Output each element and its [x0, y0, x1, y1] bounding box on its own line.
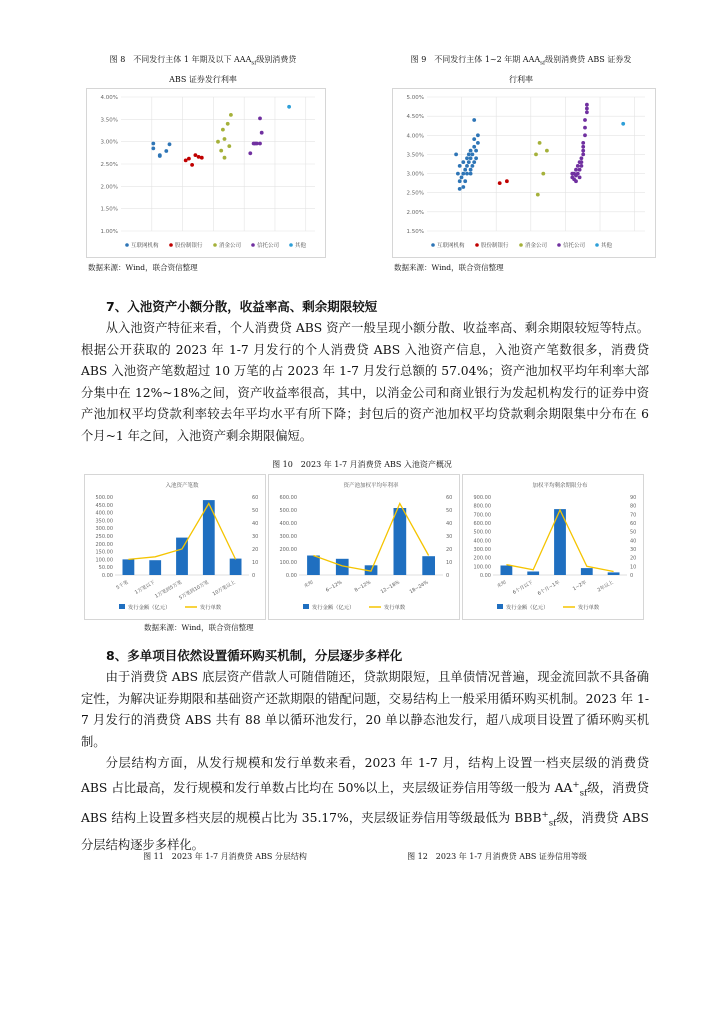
scatter-point	[164, 149, 168, 153]
legend-marker	[289, 243, 293, 247]
fig9-source: 数据来源：Wind，联合资信整理	[394, 263, 504, 272]
scatter-point	[168, 142, 172, 146]
legend-marker	[497, 604, 503, 609]
fig10a-svg	[85, 475, 265, 619]
y-tick-label: 2.00%	[100, 184, 118, 191]
section7-body	[81, 318, 649, 447]
section8-paragraph1: 由于消费贷 ABS 底层资产借款人可随借随还，贷款期限短，且单债情况普遍，现金流回款不具备确定性，为解决证券期限和基础资产还款期限的错配问题，交易结构上一般采用循环购买机制。2023 年 1-7 月发行的消费贷 ABS 共有 88 单以循环池发行，20 单以静态池发行，超八成项目设置了循环购买机制。	[81, 670, 649, 749]
bar	[422, 556, 435, 575]
scatter-point	[585, 110, 589, 114]
legend-marker	[169, 243, 173, 247]
fig11-caption: 图 11 2023 年 1-7 月消费贷 ABS 分层结构	[143, 852, 307, 861]
scatter-point	[476, 141, 480, 145]
x-tick-label: 6~12%	[325, 580, 344, 594]
legend-label: 发行单数	[200, 605, 222, 611]
legend-label: 发行单数	[384, 605, 406, 611]
legend-marker	[303, 604, 309, 609]
y-right-tick: 50	[446, 508, 453, 514]
section8-paragraph2: 分层结构方面，从发行规模和发行单数来看，2023 年 1-7 月，结构上设置一档夹层级的消费贷 ABS 占比最高，发行规模和发行单数占比均在 50%以上，夹层级证券信用等级一般为 $AA^+_{sf}$级，消费贷 ABS 结构上设置多档夹层的规模占比为 35.17%，夹层级证券信用等级最低为 $BBB^+_{sf}$级，消费贷 ABS 分层结构逐步多样化。	[81, 756, 649, 852]
legend-label: 发行金额（亿元）	[312, 605, 355, 611]
fig8-caption: 图 8 不同发行主体 1 年期及以下 $AAA_{sf}$级别消费贷 ABS 证券发行利率	[109, 55, 297, 84]
line-series	[313, 504, 428, 572]
x-tick-label: 5千笔	[115, 580, 130, 592]
legend-marker	[595, 243, 599, 247]
y-right-tick: 60	[446, 495, 453, 501]
legend-marker	[125, 243, 129, 247]
y-left-tick: 100.00	[95, 557, 113, 564]
x-tick-label: 1~2年	[572, 580, 588, 593]
y-right-tick: 0	[630, 573, 634, 579]
y-left-tick: 500.00	[95, 495, 113, 501]
scatter-point	[578, 176, 582, 180]
scatter-point	[574, 168, 578, 172]
scatter-point	[574, 174, 578, 178]
fig10-caption: 图 10 2023 年 1-7 月消费贷 ABS 入池资产概况	[272, 460, 452, 469]
scatter-point	[585, 103, 589, 107]
legend-label: 发行金额（亿元）	[506, 605, 549, 611]
y-left-tick: 500.00	[279, 508, 297, 514]
scatter-point	[536, 193, 540, 197]
y-tick-label: 2.50%	[406, 190, 424, 197]
scatter-point	[472, 137, 476, 141]
fig10b-chart	[268, 474, 460, 620]
scatter-point	[621, 122, 625, 126]
y-left-tick: 250.00	[95, 534, 113, 540]
scatter-point	[258, 117, 262, 121]
scatter-point	[461, 172, 465, 176]
scatter-point	[581, 145, 585, 149]
fig9-caption: 图 9 不同发行主体 1~2 年期 $AAA_{sf}$级别消费贷 ABS 证券发 行利率	[410, 55, 632, 84]
scatter-point	[576, 164, 580, 168]
y-right-tick: 30	[630, 547, 637, 553]
y-tick-label: 4.50%	[406, 114, 424, 121]
scatter-point	[190, 163, 194, 167]
scatter-point	[227, 144, 231, 148]
scatter-point	[469, 168, 473, 172]
y-right-tick: 10	[446, 560, 453, 566]
scatter-point	[538, 141, 542, 145]
legend-marker	[557, 243, 561, 247]
scatter-point	[467, 160, 471, 164]
legend-label: 互联网机构	[437, 243, 465, 249]
y-left-tick: 900.00	[473, 495, 491, 501]
y-right-tick: 30	[252, 534, 259, 540]
fig9-scatter-svg	[393, 89, 655, 257]
scatter-point	[472, 160, 476, 164]
y-left-tick: 0.00	[101, 573, 113, 579]
y-left-tick: 700.00	[473, 512, 491, 519]
fig8-scatter-svg	[87, 89, 325, 257]
scatter-point	[583, 118, 587, 122]
y-tick-label: 4.00%	[406, 133, 424, 140]
y-right-tick: 50	[630, 529, 637, 536]
y-tick-label: 1.50%	[100, 206, 118, 213]
scatter-point	[260, 131, 264, 135]
x-tick-label: 18~24%	[409, 580, 430, 596]
scatter-point	[534, 153, 538, 157]
legend-label: 其他	[601, 243, 613, 249]
legend-marker	[213, 243, 217, 247]
y-left-tick: 100.00	[279, 560, 297, 566]
y-right-tick: 20	[252, 547, 259, 553]
y-right-tick: 50	[252, 508, 259, 514]
section8-body	[81, 667, 649, 856]
y-right-tick: 30	[446, 534, 453, 540]
scatter-point	[580, 156, 584, 160]
scatter-point	[545, 149, 549, 153]
y-tick-label: 3.50%	[100, 117, 118, 124]
scatter-point	[472, 118, 476, 122]
y-left-tick: 800.00	[473, 503, 491, 510]
scatter-point	[474, 149, 478, 153]
y-tick-label: 2.50%	[100, 162, 118, 168]
scatter-point	[472, 145, 476, 149]
legend-label: 股份制银行	[175, 243, 203, 249]
x-tick-label: 6个月~1年	[537, 580, 561, 597]
chart-title: 资产池加权平均年利率	[343, 483, 399, 489]
scatter-point	[581, 141, 585, 145]
y-tick-label: 5.00%	[406, 95, 424, 101]
y-left-tick: 600.00	[473, 521, 491, 527]
bar	[123, 559, 135, 575]
legend-label: 消金公司	[219, 243, 242, 249]
y-tick-label: 4.00%	[100, 95, 118, 101]
y-tick-label: 3.50%	[406, 152, 424, 159]
scatter-point	[229, 113, 233, 117]
scatter-point	[456, 172, 460, 176]
y-left-tick: 300.00	[473, 547, 491, 553]
scatter-point	[219, 149, 223, 153]
x-tick-label: 12~18%	[380, 580, 401, 596]
scatter-point	[581, 153, 585, 157]
scatter-point	[585, 107, 589, 111]
section7-heading: 7、入池资产小额分散，收益率高、剩余期限较短	[106, 299, 378, 314]
y-right-tick: 10	[252, 560, 259, 566]
bar	[608, 572, 620, 575]
bar	[581, 568, 593, 575]
y-right-tick: 80	[630, 503, 637, 510]
scatter-point	[458, 179, 462, 183]
scatter-point	[581, 149, 585, 153]
scatter-point	[461, 185, 465, 189]
scatter-point	[454, 153, 458, 157]
legend-label: 其他	[295, 243, 307, 249]
x-tick-label: 10万笔以上	[212, 580, 237, 598]
fig10-source: 数据来源：Wind，联合资信整理	[144, 623, 254, 632]
y-tick-label: 3.00%	[406, 171, 424, 178]
y-left-tick: 200.00	[279, 547, 297, 553]
scatter-point	[197, 155, 201, 159]
x-tick-label: 未知	[496, 580, 508, 590]
fig12-caption: 图 12 2023 年 1-7 月消费贷 ABS 证券信用等级	[407, 852, 587, 861]
y-left-tick: 600.00	[279, 495, 297, 501]
y-left-tick: 400.00	[473, 538, 491, 545]
scatter-point	[258, 142, 262, 146]
legend-label: 信托公司	[563, 243, 586, 249]
y-right-tick: 20	[630, 555, 637, 562]
scatter-point	[287, 105, 291, 109]
scatter-point	[458, 164, 462, 168]
y-right-tick: 10	[630, 564, 637, 571]
scatter-point	[216, 140, 220, 144]
legend-marker	[519, 243, 523, 247]
scatter-point	[194, 153, 198, 157]
legend-marker	[431, 243, 435, 247]
scatter-point	[469, 149, 473, 153]
y-left-tick: 150.00	[95, 549, 113, 556]
legend-label: 信托公司	[257, 243, 280, 249]
scatter-point	[465, 164, 469, 168]
legend-label: 互联网机构	[131, 243, 159, 249]
legend-marker	[119, 604, 125, 609]
scatter-point	[151, 147, 155, 151]
scatter-point	[471, 153, 475, 157]
y-left-tick: 200.00	[473, 555, 491, 562]
y-left-tick: 200.00	[95, 541, 113, 548]
y-left-tick: 400.00	[279, 521, 297, 527]
x-tick-label: 2年以上	[596, 580, 615, 594]
scatter-point	[469, 156, 473, 160]
scatter-point	[248, 151, 252, 155]
y-right-tick: 0	[252, 573, 256, 579]
fig10c-chart	[462, 474, 644, 620]
x-tick-label: 1万笔到5万笔	[154, 580, 183, 600]
fig10c-svg	[463, 475, 643, 619]
fig8-source: 数据来源：Wind，联合资信整理	[88, 263, 198, 272]
scatter-point	[226, 122, 230, 126]
legend-label: 股份制银行	[481, 243, 509, 249]
fig10b-svg	[269, 475, 459, 619]
scatter-point	[465, 172, 469, 176]
y-tick-label: 3.00%	[100, 139, 118, 146]
scatter-point	[469, 172, 473, 176]
scatter-point	[570, 172, 574, 176]
scatter-point	[471, 164, 475, 168]
y-right-tick: 60	[630, 521, 637, 527]
scatter-point	[541, 172, 545, 176]
scatter-point	[474, 156, 478, 160]
bar	[149, 560, 161, 575]
scatter-point	[465, 156, 469, 160]
y-right-tick: 40	[630, 538, 637, 545]
chart-title: 加权平均剩余期限分布	[532, 483, 588, 489]
y-tick-label: 1.00%	[100, 229, 118, 235]
y-tick-label: 2.00%	[406, 209, 424, 216]
x-tick-label: 1万笔以下	[134, 580, 157, 596]
y-left-tick: 300.00	[95, 526, 113, 533]
y-left-tick: 350.00	[95, 518, 113, 525]
chart-title: 入池资产笔数	[165, 483, 199, 489]
bar	[527, 572, 539, 576]
y-left-tick: 500.00	[473, 529, 491, 536]
y-left-tick: 100.00	[473, 564, 491, 571]
scatter-point	[460, 176, 464, 180]
fig10a-chart	[84, 474, 266, 620]
y-right-tick: 60	[252, 495, 259, 501]
y-left-tick: 0.00	[285, 573, 297, 579]
scatter-point	[463, 179, 467, 183]
scatter-point	[580, 164, 584, 168]
scatter-point	[498, 181, 502, 185]
scatter-point	[467, 153, 471, 157]
bar	[394, 508, 407, 575]
scatter-point	[580, 160, 584, 164]
section8-heading: 8、多单项目依然设置循环购买机制，分层逐步多样化	[106, 648, 403, 663]
y-left-tick: 50.00	[98, 565, 113, 572]
y-right-tick: 40	[446, 521, 453, 527]
y-right-tick: 70	[630, 512, 637, 519]
scatter-point	[187, 157, 191, 161]
scatter-point	[505, 179, 509, 183]
legend-label: 消金公司	[525, 243, 548, 249]
legend-label: 发行金额（亿元）	[128, 605, 171, 611]
y-right-tick: 90	[630, 495, 637, 501]
legend-marker	[251, 243, 255, 247]
scatter-point	[583, 133, 587, 137]
y-tick-label: 1.50%	[406, 229, 424, 235]
y-left-tick: 400.00	[95, 510, 113, 517]
scatter-point	[223, 156, 227, 160]
legend-label: 发行单数	[578, 605, 600, 611]
scatter-point	[200, 156, 204, 160]
fig9-chart	[392, 88, 656, 258]
fig8-chart	[86, 88, 326, 258]
scatter-point	[151, 142, 155, 146]
scatter-point	[461, 160, 465, 164]
bar	[501, 566, 513, 576]
legend-marker	[475, 243, 479, 247]
scatter-point	[221, 128, 225, 132]
y-right-tick: 40	[252, 521, 259, 527]
scatter-point	[572, 177, 576, 181]
y-left-tick: 300.00	[279, 534, 297, 540]
bar	[307, 556, 320, 576]
x-tick-label: 8~12%	[354, 580, 372, 594]
x-tick-label: 5万笔到10万笔	[178, 580, 210, 602]
y-right-tick: 20	[446, 547, 453, 553]
scatter-point	[476, 133, 480, 137]
scatter-point	[184, 159, 188, 163]
scatter-point	[458, 187, 462, 191]
scatter-point	[578, 168, 582, 172]
scatter-point	[223, 137, 227, 141]
scatter-point	[583, 126, 587, 130]
x-tick-label: 6个月以下	[512, 580, 535, 596]
section7-paragraph: 从入池资产特征来看，个人消费贷 ABS 资产一般呈现小额分散、收益率高、剩余期限较短等特点。根据公开获取的 2023 年 1-7 月发行的个人消费贷 ABS 入池资产信息，入池资产笔数很多，消费贷 ABS 入池资产笔数超过 10 万笔的占 2023 年 1-7 月发行总额的 57.04%；资产池加权平均年利率大部分集中在 12%~18%之间，资产收益率很高，其中，以消金公司和商业银行为发起机构发行的证券中资产池加权平均贷款利率较去年平均水平有所下降；封包后的资产池加权平均贷款剩余期限集中分布在 6 个月~1 年之间，入池资产剩余期限偏短。	[81, 321, 649, 443]
y-left-tick: 0.00	[479, 573, 491, 579]
x-tick-label: 未知	[303, 580, 315, 590]
y-right-tick: 0	[446, 573, 450, 579]
scatter-point	[158, 154, 162, 158]
y-left-tick: 450.00	[95, 502, 113, 509]
bar	[230, 559, 242, 575]
scatter-point	[463, 168, 467, 172]
